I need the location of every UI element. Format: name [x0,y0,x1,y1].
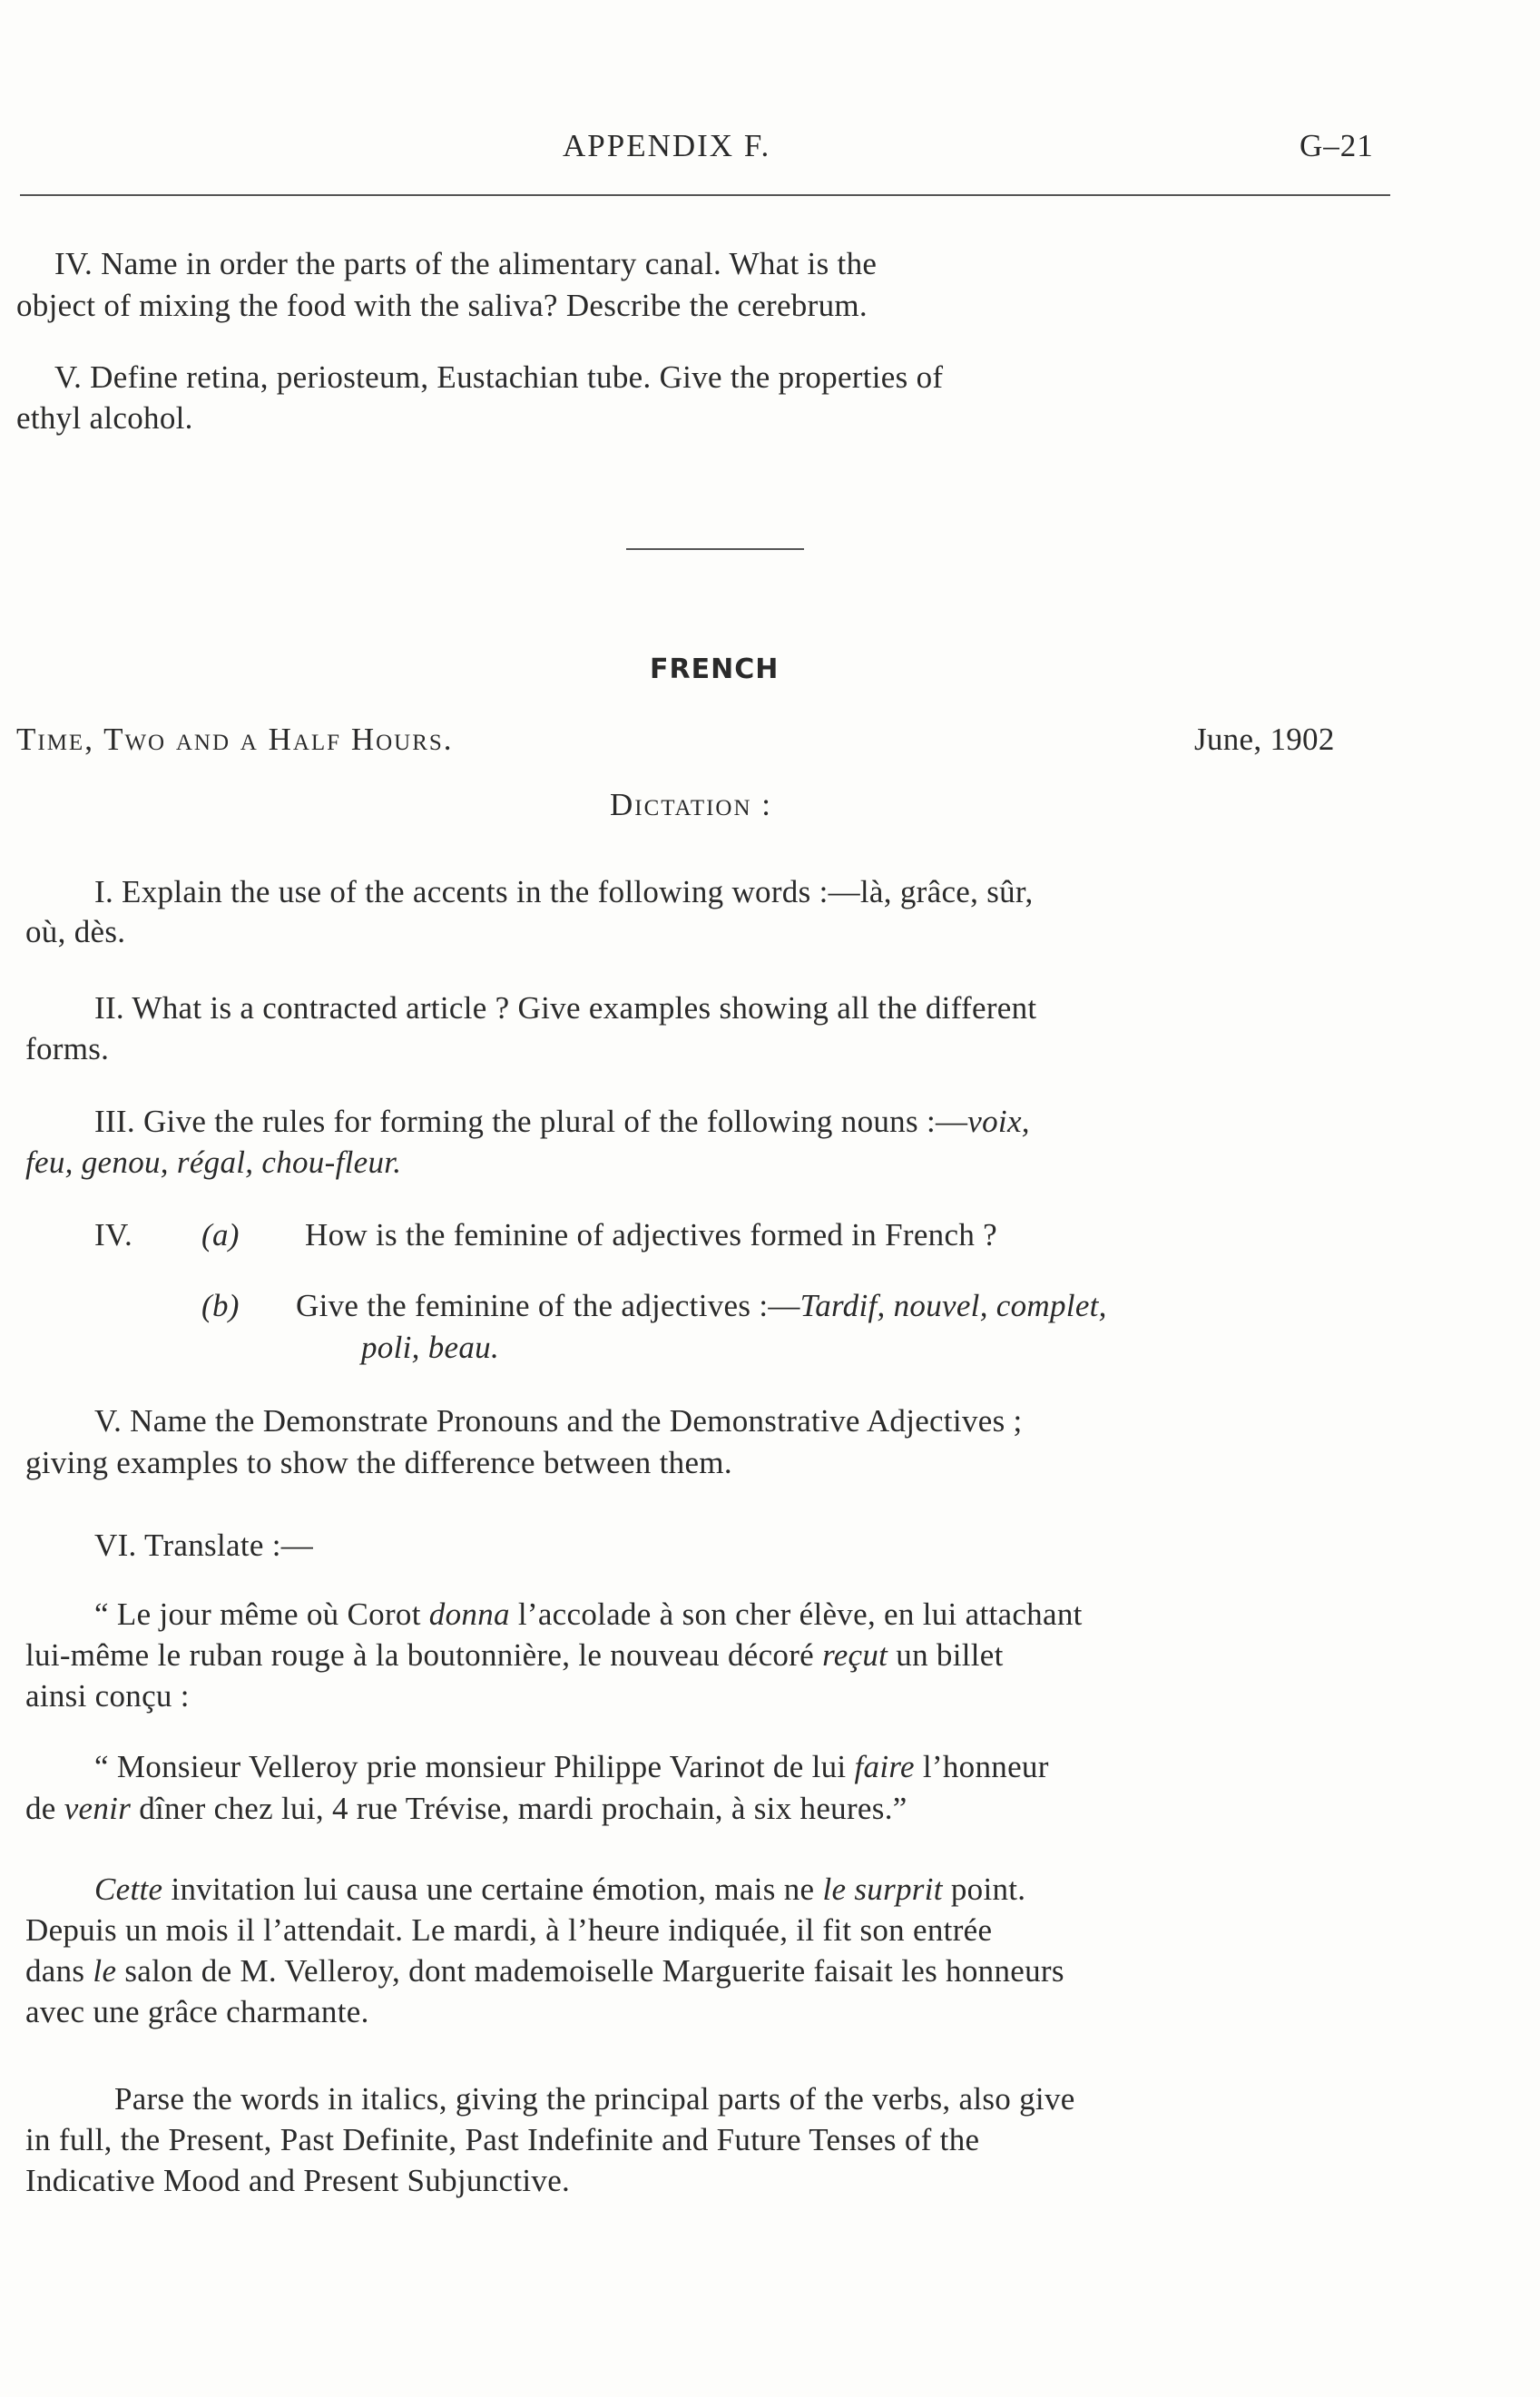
question-iv-b-label [201,1285,240,1326]
passage-p2-text-b: l’honneur [922,1749,1049,1784]
passage-p2-line2-text-a: de [25,1791,56,1826]
passage-p3-text-b: point. [950,1871,1026,1907]
question-iv-a-label-text: (a) [201,1217,240,1253]
header-rule [20,194,1390,196]
passage-p3-italic-cette: Cette [94,1871,163,1907]
passage-p3-italic-le-surprit: le surprit [822,1871,943,1907]
section-title: FRENCH [650,653,780,685]
exam-date: June, 1902 [1194,722,1335,757]
passage-p3-line1 [94,1869,1025,1910]
question-iii-line1 [94,1101,1030,1142]
prev-question-iv-line1: IV. Name in order the parts of the alimentary canal. What is the [54,246,878,281]
question-v-line2: giving examples to show the difference between them. [25,1445,732,1480]
final-instruction-line2: in full, the Present, Past Definite, Past Indefinite and Future Tenses of the [25,2122,980,2157]
prev-question-v-line2: ethyl alcohol. [16,400,193,436]
question-iii-text: III. Give the rules for forming the plural of the following nouns :— [94,1104,968,1139]
question-iv-b-italic2: poli, beau. [361,1330,500,1365]
passage-p2-line1 [94,1746,1049,1787]
question-ii-line2: forms. [25,1031,110,1066]
passage-p3-line4: avec une grâce charmante. [25,1994,369,2029]
question-iv-a-label [201,1214,240,1255]
question-i-line2: où, dès. [25,914,126,949]
passage-p3-line3-text-a: dans [25,1953,85,1989]
passage-p3-line3 [25,1950,1064,1991]
question-iii-italic-word: voix, [967,1104,1030,1139]
passage-p2-italic-faire: faire [854,1749,915,1784]
question-i-line1: I. Explain the use of the accents in the following words :—là, grâce, sûr, [94,874,1034,909]
question-iv-b-text: Give the feminine of the adjectives :— [296,1288,800,1323]
passage-p2-italic-venir: venir [64,1791,132,1826]
passage-p1-text-a: “ Le jour même où Corot [94,1596,421,1632]
question-iv-b-line2 [361,1327,499,1368]
passage-p2-line2-text-b: dîner chez lui, 4 rue Trévise, mardi prochain, à six heures.” [139,1791,907,1826]
passage-p1-italic-recut: reçut [822,1637,888,1673]
passage-p3-text-a: invitation lui causa une certaine émotion, mais ne [171,1871,815,1907]
passage-p3-line3-text-b: salon de M. Velleroy, dont mademoiselle Marguerite faisait les honneurs [124,1953,1064,1989]
question-iii-italic-words: feu, genou, régal, chou-fleur. [25,1144,402,1180]
passage-p1-text-b: l’accolade à son cher élève, en lui attachant [517,1596,1083,1632]
prev-question-iv-line2: object of mixing the food with the saliva? Describe the cerebrum. [16,288,868,323]
page-number: G–21 [1300,128,1374,163]
question-iv-b-label-text: (b) [201,1288,240,1323]
question-iv-b-italic1: Tardif, nouvel, complet, [799,1288,1107,1323]
passage-p1-line2-text-a: lui-même le ruban rouge à la boutonnière, le nouveau décoré [25,1637,815,1673]
question-iv-b-line1 [296,1285,1107,1326]
prev-question-v-line1: V. Define retina, periosteum, Eustachian tube. Give the properties of [54,359,944,395]
section-divider [626,548,804,550]
dictation-heading: Dictation : [610,787,773,822]
passage-p2-line2 [25,1788,907,1829]
passage-p1-line3: ainsi conçu : [25,1678,190,1714]
question-iii-line2 [25,1142,401,1183]
question-iv-number: IV. [94,1217,133,1253]
passage-p3-italic-le: le [93,1953,117,1989]
question-v-line1: V. Name the Demonstrate Pronouns and the Demonstrative Adjectives ; [94,1403,1023,1439]
passage-p1-line1 [94,1594,1083,1635]
final-instruction-line3: Indicative Mood and Present Subjunctive. [25,2163,571,2198]
final-instruction-line1: Parse the words in italics, giving the principal parts of the verbs, also give [114,2081,1075,2117]
running-header-title: APPENDIX F. [563,128,771,163]
passage-p1-italic-donna: donna [428,1596,510,1632]
passage-p1-line2-text-b: un billet [896,1637,1004,1673]
question-vi-line1: VI. Translate :— [94,1528,314,1563]
passage-p1-line2 [25,1635,1004,1675]
passage-p2-text-a: “ Monsieur Velleroy prie monsieur Philippe Varinot de lui [94,1749,847,1784]
question-ii-line1: II. What is a contracted article ? Give examples showing all the different [94,990,1037,1026]
exam-time: Time, Two and a Half Hours. [16,722,454,757]
passage-p3-line2: Depuis un mois il l’attendait. Le mardi, à l’heure indiquée, il fit son entrée [25,1912,993,1948]
question-iv-a-text: How is the feminine of adjectives formed in French ? [305,1217,998,1253]
